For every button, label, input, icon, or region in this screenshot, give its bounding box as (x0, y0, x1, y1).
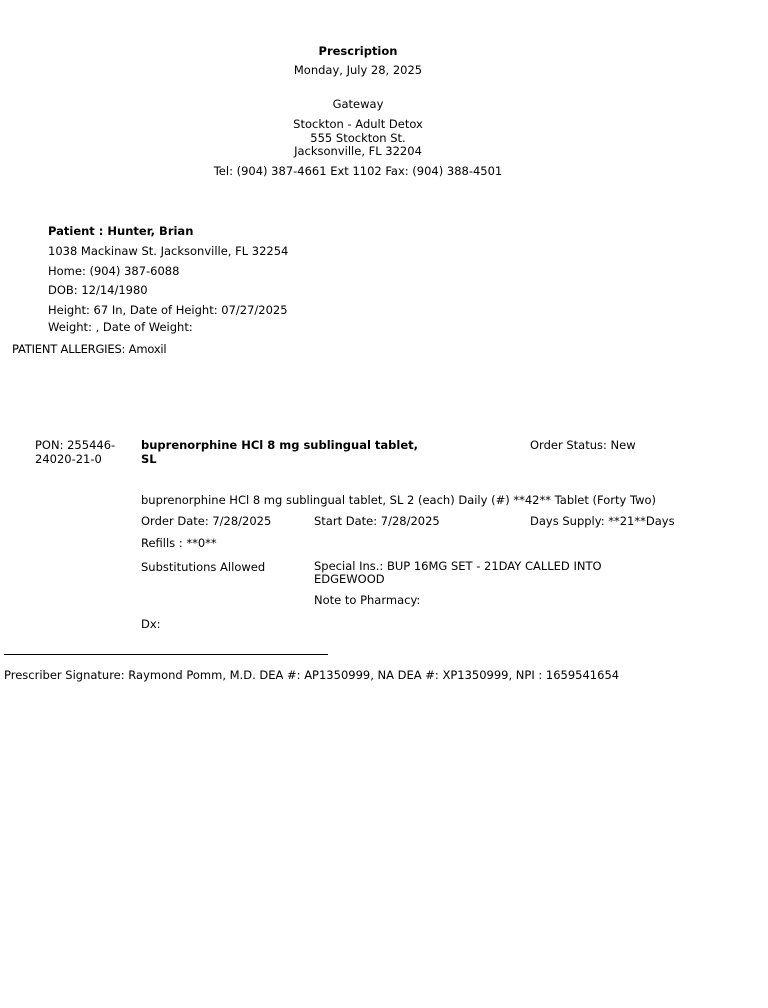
patient-address: 1038 Mackinaw St. Jacksonville, FL 32254 (48, 244, 289, 258)
start-date: Start Date: 7/28/2025 (314, 514, 440, 528)
patient-home-phone: Home: (904) 387-6088 (48, 264, 180, 278)
facility-address-line2: Jacksonville, FL 32204 (294, 144, 422, 158)
note-to-pharmacy: Note to Pharmacy: (314, 593, 421, 607)
patient-weight: Weight: , Date of Weight: (48, 320, 193, 334)
special-instructions: Special Ins.: BUP 16MG SET - 21DAY CALLED INTO EDGEWOOD (314, 559, 602, 586)
patient-height: Height: 67 In, Date of Height: 07/27/2025 (48, 303, 288, 317)
signature-line (4, 654, 328, 655)
patient-dob: DOB: 12/14/1980 (48, 283, 148, 297)
order-sig: buprenorphine HCl 8 mg sublingual tablet, SL 2 (each) Daily (#) **42** Tablet (Forty Two) (141, 493, 657, 507)
refills: Refills : **0** (141, 536, 217, 550)
drug-name: buprenorphine HCl 8 mg sublingual tablet, SL (141, 438, 419, 466)
diagnosis: Dx: (141, 617, 161, 631)
patient-allergies: PATIENT ALLERGIES: Amoxil (12, 342, 167, 356)
order-pon: PON: 255446-24020-21-0 (35, 438, 116, 466)
order-status: Order Status: New (530, 438, 636, 452)
days-supply: Days Supply: **21**Days (530, 514, 675, 528)
facility-address-line1: 555 Stockton St. (310, 131, 406, 145)
document-title: Prescription (318, 44, 398, 58)
substitutions: Substitutions Allowed (141, 560, 266, 574)
facility-phone-fax: Tel: (904) 387-4661 Ext 1102 Fax: (904) 388-4501 (213, 164, 503, 178)
prescription-date: Monday, July 28, 2025 (293, 63, 423, 77)
organization-name: Gateway (332, 97, 384, 111)
order-date: Order Date: 7/28/2025 (141, 514, 272, 528)
facility-name: Stockton - Adult Detox (293, 117, 423, 131)
patient-name: Patient : Hunter, Brian (48, 224, 194, 238)
prescriber-signature: Prescriber Signature: Raymond Pomm, M.D. DEA #: AP1350999, NA DEA #: XP1350999, NPI : 1659541654 (4, 668, 620, 682)
